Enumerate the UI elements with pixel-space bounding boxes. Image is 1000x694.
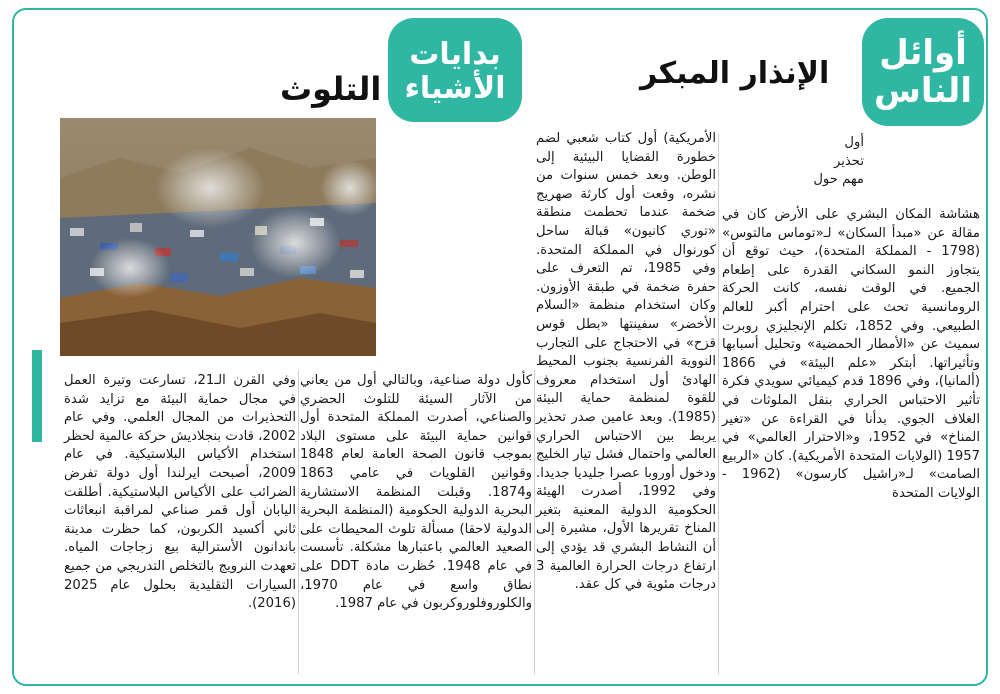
section-tab-beginnings xyxy=(388,18,522,122)
heading-early-warning: الإنذار المبكر xyxy=(640,56,830,91)
intro-line: مهم حول xyxy=(813,172,864,188)
tab-line: بدايات xyxy=(409,37,501,72)
column-text: كأول دولة صناعية، وبالتالي أول من يعاني من الآثار السيئة للتلوث الحضري والصناعي، أصدرت المملكة المتحدة أول قوانين حماية البيئة على مستوى البلاد بموجب قانون الصحة العامة لعام 1848 وقوانين القلويات في عامي 1863 و1874. وقبلت المنظمة الاستشارية البحرية الدولية الحكومية (المنظمة البحرية الدولية لاحقا) مسألة تلوث المحيطات على الصعيد العالمي باعتبارها مشكلة. تأسست في عام 1948. حُظرت مادة DDT على نطاق واسع في عام 1970، والكلوروفلوروكربون في عام 1987. xyxy=(300,373,533,612)
section-tab-first-people xyxy=(862,18,984,126)
intro-line: أول xyxy=(844,135,864,150)
column-divider xyxy=(534,370,535,674)
landfill-photo xyxy=(60,118,376,356)
tab-line: الأشياء xyxy=(404,71,506,106)
article-column-4 xyxy=(64,372,296,614)
tab-line: أوائل xyxy=(879,33,967,73)
column-divider xyxy=(718,134,719,674)
article-intro xyxy=(790,134,864,190)
article-column-2 xyxy=(536,130,716,595)
intro-line: تحذير xyxy=(833,153,864,169)
column-text: هشاشة المكان البشري على الأرض كان في مقالة عن «مبدأ السكان» لـ«توماس مالتوس» (1798 - المملكة المتحدة)، حيث توقع أن يتجاوز النمو السكاني القدرة على إطعام الجميع. في الوقت نفسه، كانت الحركة الرومانسية تحث على احترام أكبر للعالم الطبيعي. وفي 1852، تكلم الإنجليزي روبرت سميث عن «الأمطار الحمضية» وتحليل أسبابها وتأثيراتها. أبتكر «علم البيئة» في 1866 (ألمانيا)، وفي 1896 قدم كيميائي سويدي فكرة تأثير الاحتباس الحراري بنقل الملوثات في الغلاف الجوي. بدأنا في القراءة عن «تغير المناخ» في 1952، و«الاحترار العالمي» في 1957 (الولايات المتحدة الأمريكية). كان «الربيع الصامت» لـ«راشيل كارسون» (1962 - الولايات المتحدة xyxy=(722,207,981,501)
article-column-3 xyxy=(300,372,532,614)
heading-pollution: التلوث xyxy=(280,70,382,108)
column-divider xyxy=(298,370,299,674)
column-text: الأمريكية) أول كتاب شعبي لضم خطورة القضايا البيئية إلى الوطن. وبعد خمس سنوات من نشره، وقعت أول كارثة صهريج ضخمة عندما تحطمت منطقة «توري كانيون» قبالة ساحل كورنوال في المملكة المتحدة. وفي 1985، تم التعرف على حفرة ضخمة في طبقة الأوزون. وكان استخدام منظمة «السلام الأخضر» سفينتها «بطل قوس قزح» في الاحتجاج على التجارب النووية الفرنسية بجنوب المحيط الهادئ أول استخدام معروف للقوة لمنظمة حماية البيئة (1985). وبعد عامين صدر تحذير يربط بين الاحتباس الحراري العالمي واحتمال فشل تيار الخليج ودخول أوروبا عصرا جليديا جديدا. وفي 1992، أصدرت الهيئة الحكومية الدولية المعنية بتغير المناخ تقريرها الأول، مشيرة إلى أن النشاط البشري قد يؤدي إلى ارتفاع درجات الحرارة العالمية 3 درجات مئوية في كل عقد. xyxy=(536,131,717,593)
tab-line: الناس xyxy=(874,71,972,111)
article-column-1 xyxy=(722,206,980,504)
accent-bar xyxy=(32,350,42,442)
column-text: وفي القرن الـ21، تسارعت وتيرة العمل في مجال حماية البيئة مع تزايد شدة التحذيرات من المجال العلمي. وفي عام 2002، قادت بنجلاديش حركة عالمية لحظر استخدام الأكياس البلاستيكية. في عام 2009، أصبحت ايرلندا أول دولة تفرض الضرائب على الأكياس البلاستيكية. أطلقت اليابان أول قمر صناعي لمراقبة انبعاثات ثاني أكسيد الكربون، كما حظرت مدينة باندانون الأسترالية بيع زجاجات المياه. تعهدت النرويج بالتخلص التدريجي من جميع السيارات التقليدية بحلول عام 2025 (2016). xyxy=(64,373,296,612)
